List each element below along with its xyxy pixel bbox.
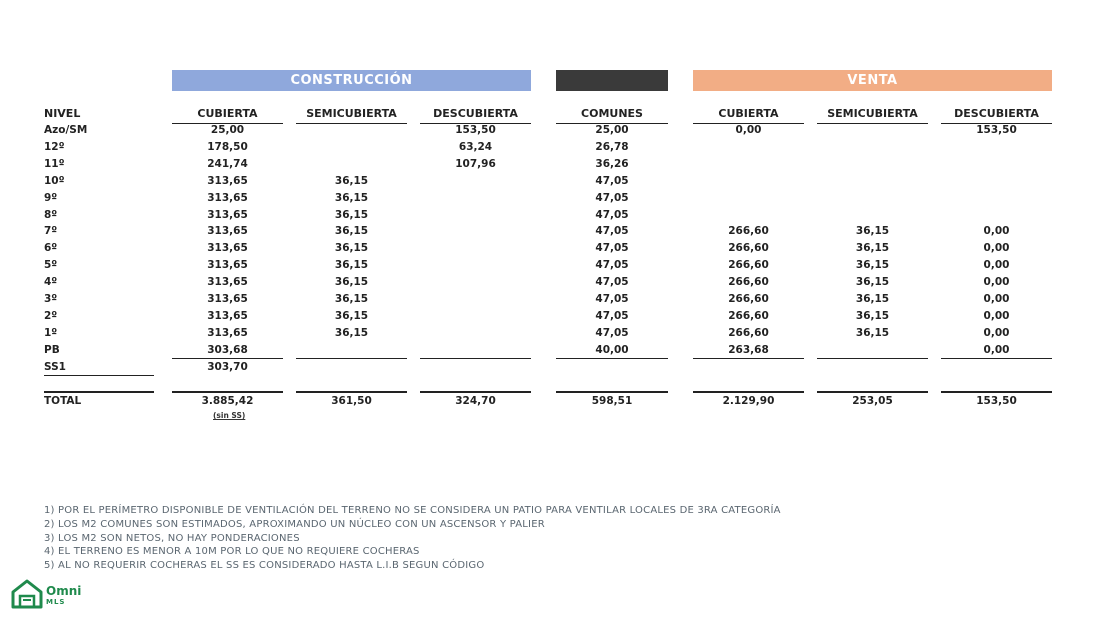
cell-venta-cubierta (693, 360, 804, 375)
total-divider (693, 391, 804, 393)
cell-construccion-cubierta: 313,65 (207, 174, 248, 187)
cell-venta-cubierta: 266,60 (728, 293, 769, 305)
cell-construccion-descubierta (420, 292, 531, 307)
cell-venta-semicubierta (817, 157, 928, 172)
band-venta: VENTA (693, 70, 1052, 91)
cell-construccion-descubierta (420, 208, 531, 223)
header-venta-cubierta: CUBIERTA (693, 107, 804, 124)
total-divider (420, 391, 531, 393)
cell-comunes: 47,05 (595, 191, 629, 204)
cell-construccion-semicubierta (296, 123, 407, 138)
cell-construccion-semicubierta (296, 157, 407, 172)
cell-venta-cubierta (693, 140, 804, 155)
cell-venta-semicubierta: 36,15 (855, 309, 890, 322)
total-cell-venta-semicubierta: 253,05 (852, 395, 893, 407)
cell-nivel: 9º (44, 191, 58, 204)
cell-construccion-cubierta: 25,00 (210, 124, 245, 136)
cell-venta-semicubierta (817, 343, 928, 358)
row-divider (693, 358, 804, 359)
cell-construccion-cubierta: 303,68 (207, 343, 248, 356)
cell-nivel: 8º (44, 208, 58, 221)
cell-construccion-cubierta: 178,50 (207, 140, 248, 153)
cell-nivel: 10º (44, 174, 65, 187)
cell-nivel: SS1 (44, 360, 66, 373)
cell-nivel: 6º (44, 242, 58, 255)
cell-comunes: 47,05 (595, 259, 629, 272)
cell-venta-cubierta (693, 157, 804, 172)
cell-venta-cubierta: 266,60 (728, 326, 769, 339)
cell-construccion-descubierta (420, 241, 531, 256)
cell-construccion-semicubierta: 36,15 (334, 208, 369, 221)
cell-construccion-descubierta: 63,24 (458, 140, 493, 153)
cell-construccion-semicubierta: 36,15 (334, 174, 369, 187)
cell-venta-descubierta (941, 140, 1052, 155)
total-cell-comunes: 598,51 (591, 395, 633, 407)
cell-venta-descubierta: 0,00 (983, 343, 1010, 356)
cell-venta-semicubierta (817, 140, 928, 155)
cell-comunes: 36,26 (595, 157, 629, 170)
cell-construccion-semicubierta: 36,15 (334, 191, 369, 204)
cell-nivel: 1º (44, 326, 58, 339)
total-cell-construccion-semicubierta: 361,50 (331, 395, 372, 407)
cell-construccion-cubierta: 313,65 (207, 191, 248, 204)
cell-venta-descubierta (941, 174, 1052, 189)
cell-venta-descubierta: 0,00 (983, 309, 1010, 322)
cell-construccion-descubierta (420, 309, 531, 324)
row-divider (817, 358, 928, 359)
total-note: (sin SS) (213, 411, 246, 420)
cell-construccion-cubierta: 313,65 (207, 242, 248, 255)
cell-venta-descubierta (941, 360, 1052, 375)
cell-nivel: Azo/SM (44, 124, 88, 136)
band-comunes (556, 70, 668, 91)
cell-construccion-cubierta: 313,65 (207, 309, 248, 322)
cell-construccion-descubierta: 107,96 (455, 157, 496, 170)
cell-construccion-cubierta: 241,74 (207, 157, 248, 170)
band-construccion: CONSTRUCCIÓN (172, 70, 531, 91)
cell-venta-semicubierta (817, 191, 928, 206)
cell-nivel: 3º (44, 293, 58, 305)
cell-construccion-descubierta (420, 224, 531, 239)
cell-comunes: 47,05 (595, 242, 629, 255)
cell-venta-semicubierta (817, 360, 928, 375)
cell-construccion-descubierta (420, 191, 531, 206)
total-divider (941, 391, 1052, 393)
header-construccion-semicubierta: SEMICUBIERTA (296, 107, 407, 124)
logo-sub: MLS (46, 598, 66, 606)
cell-comunes: 47,05 (595, 174, 629, 187)
cell-venta-cubierta: 263,68 (728, 343, 769, 356)
header-nivel: NIVEL (44, 107, 81, 120)
cell-venta-cubierta: 266,60 (728, 242, 769, 255)
cell-construccion-descubierta (420, 343, 531, 358)
cell-construccion-semicubierta: 36,15 (334, 309, 369, 322)
total-divider (44, 391, 154, 393)
cell-venta-semicubierta (817, 123, 928, 138)
header-venta-descubierta: DESCUBIERTA (941, 107, 1052, 124)
row-divider (44, 375, 154, 376)
cell-nivel: 2º (44, 309, 58, 322)
total-cell-venta-descubierta: 153,50 (976, 395, 1017, 407)
note-item: 5) AL NO REQUERIR COCHERAS EL SS ES CONSIDERADO HASTA L.I.B SEGUN CÓDIGO (44, 560, 485, 572)
note-item: 4) EL TERRENO ES MENOR A 10M POR LO QUE NO REQUIERE COCHERAS (44, 546, 420, 558)
note-item: 2) LOS M2 COMUNES SON ESTIMADOS, APROXIMANDO UN NÚCLEO CON UN ASCENSOR Y PALIER (44, 518, 545, 530)
row-divider (556, 358, 668, 359)
cell-venta-semicubierta (817, 174, 928, 189)
cell-venta-descubierta: 0,00 (983, 326, 1010, 339)
total-divider (556, 391, 668, 393)
cell-venta-semicubierta (817, 208, 928, 223)
cell-venta-semicubierta: 36,15 (855, 326, 890, 339)
total-cell-construccion-cubierta: 3.885,42 (201, 395, 254, 407)
total-divider (172, 391, 283, 393)
row-divider (941, 358, 1052, 359)
header-venta-semicubierta: SEMICUBIERTA (817, 107, 928, 124)
total-divider (817, 391, 928, 393)
cell-construccion-semicubierta: 36,15 (334, 293, 369, 305)
total-cell-nivel: TOTAL (44, 395, 82, 407)
cell-construccion-cubierta: 313,65 (207, 293, 248, 305)
row-divider (172, 358, 283, 359)
cell-venta-descubierta (941, 208, 1052, 223)
cell-venta-descubierta: 153,50 (976, 124, 1017, 136)
total-cell-venta-cubierta: 2.129,90 (722, 395, 775, 407)
cell-construccion-semicubierta (296, 343, 407, 358)
cell-venta-cubierta: 0,00 (735, 124, 762, 136)
header-construccion-descubierta: DESCUBIERTA (420, 107, 531, 124)
cell-venta-cubierta: 266,60 (728, 276, 769, 289)
row-divider (296, 358, 407, 359)
cell-venta-cubierta: 266,60 (728, 225, 769, 238)
cell-venta-descubierta: 0,00 (983, 225, 1010, 238)
logo-name: Omni (46, 584, 82, 598)
cell-construccion-cubierta: 313,65 (207, 259, 248, 272)
cell-construccion-descubierta (420, 258, 531, 273)
cell-venta-cubierta (693, 208, 804, 223)
cell-venta-cubierta: 266,60 (728, 259, 769, 272)
cell-comunes: 47,05 (595, 276, 629, 289)
cell-comunes: 26,78 (595, 140, 629, 153)
header-construccion-cubierta: CUBIERTA (172, 107, 283, 124)
cell-comunes: 40,00 (595, 343, 629, 356)
cell-venta-descubierta (941, 191, 1052, 206)
cell-venta-descubierta: 0,00 (983, 242, 1010, 255)
total-divider (296, 391, 407, 393)
cell-construccion-descubierta: 153,50 (455, 124, 496, 136)
cell-construccion-descubierta (420, 174, 531, 189)
cell-construccion-semicubierta: 36,15 (334, 276, 369, 289)
cell-construccion-semicubierta: 36,15 (334, 259, 369, 272)
cell-construccion-cubierta: 313,65 (207, 225, 248, 238)
cell-venta-cubierta (693, 191, 804, 206)
header-comunes: COMUNES (556, 107, 668, 124)
house-icon (10, 578, 44, 610)
cell-nivel: 4º (44, 276, 58, 289)
cell-venta-semicubierta: 36,15 (855, 242, 890, 255)
row-divider (420, 358, 531, 359)
cell-construccion-descubierta (420, 326, 531, 341)
total-cell-construccion-descubierta: 324,70 (455, 395, 496, 407)
cell-venta-semicubierta: 36,15 (855, 276, 890, 289)
cell-venta-semicubierta: 36,15 (855, 259, 890, 272)
cell-venta-cubierta: 266,60 (728, 309, 769, 322)
cell-comunes: 47,05 (595, 309, 629, 322)
cell-comunes: 47,05 (595, 293, 629, 305)
cell-construccion-descubierta (420, 360, 531, 375)
cell-venta-descubierta: 0,00 (983, 259, 1010, 272)
cell-construccion-semicubierta: 36,15 (334, 225, 369, 238)
cell-comunes: 47,05 (595, 326, 629, 339)
cell-venta-descubierta (941, 157, 1052, 172)
cell-venta-cubierta (693, 174, 804, 189)
cell-comunes: 47,05 (595, 208, 629, 221)
cell-nivel: 7º (44, 225, 58, 238)
cell-comunes: 47,05 (595, 225, 629, 238)
cell-construccion-descubierta (420, 275, 531, 290)
note-item: 3) LOS M2 SON NETOS, NO HAY PONDERACIONES (44, 532, 300, 544)
cell-construccion-cubierta: 303,70 (207, 360, 248, 373)
cell-venta-semicubierta: 36,15 (855, 225, 890, 238)
cell-construccion-cubierta: 313,65 (207, 326, 248, 339)
note-item: 1) POR EL PERÍMETRO DISPONIBLE DE VENTILACIÓN DEL TERRENO NO SE CONSIDERA UN PATIO PARA VENTILAR LOCALES DE 3RA CATEGORÍA (44, 505, 781, 516)
cell-nivel: 11º (44, 157, 65, 170)
cell-construccion-semicubierta (296, 140, 407, 155)
cell-comunes (556, 360, 668, 375)
cell-venta-descubierta: 0,00 (983, 276, 1010, 289)
cell-construccion-cubierta: 313,65 (207, 208, 248, 221)
cell-construccion-semicubierta (296, 360, 407, 375)
cell-construccion-semicubierta: 36,15 (334, 242, 369, 255)
cell-nivel: PB (44, 343, 60, 356)
cell-venta-descubierta: 0,00 (983, 293, 1010, 305)
cell-nivel: 5º (44, 259, 58, 272)
cell-nivel: 12º (44, 140, 65, 153)
cell-construccion-cubierta: 313,65 (207, 276, 248, 289)
cell-construccion-semicubierta: 36,15 (334, 326, 369, 339)
cell-comunes: 25,00 (595, 124, 629, 136)
cell-venta-semicubierta: 36,15 (855, 293, 890, 305)
